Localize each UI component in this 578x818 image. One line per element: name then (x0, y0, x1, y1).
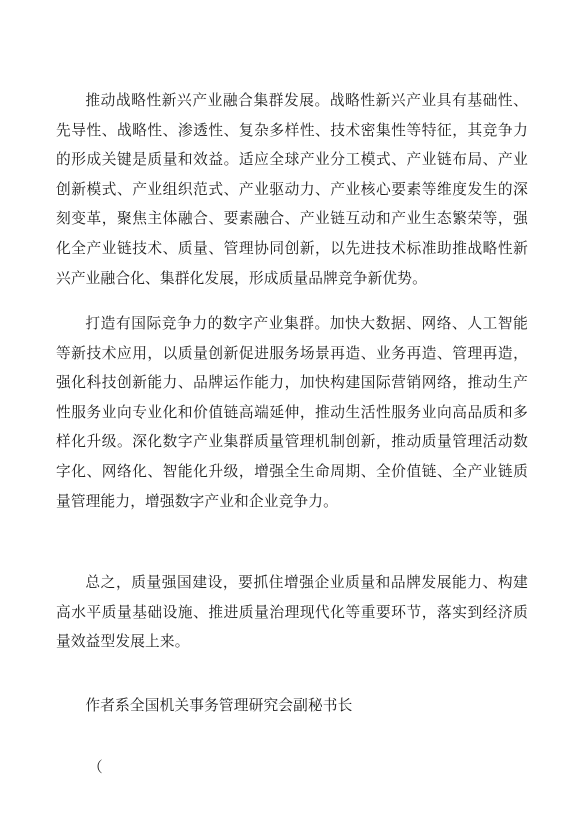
author-note: 作者系全国机关事务管理研究会副秘书长 (85, 697, 353, 714)
paragraph-digital-clusters: 打造有国际竞争力的数字产业集群。加快大数据、网络、人工智能等新技术应用，以质量创新促进服务场景再造、业务再造、管理再造，强化科技创新能力、品牌运作能力，加快构建国际营销网络，推动生产性服务业向专业化和价值链高端延伸，推动生活性服务业向高品质和多样化升级。深化数字产业集群质量管理机制创新，推动质量管理活动数字化、网络化、智能化升级，增强全生命周期、全价值链、全产业链质量管理能力，增强数字产业和企业竞争力。 (56, 315, 528, 510)
paragraph-industrial-clusters: 推动战略性新兴产业融合集群发展。战略性新兴产业具有基础性、先导性、战略性、渗透性、复杂多样性、技术密集性等特征，其竞争力的形成关键是质量和效益。适应全球产业分工模式、产业链布局、产业创新模式、产业组织范式、产业驱动力、产业核心要素等维度发生的深刻变革，聚焦主体融合、要素融合、产业链互动和产业生态繁荣等，强化全产业链技术、质量、管理协同创新，以先进技术标准助推战略性新兴产业融合化、集群化发展，形成质量品牌竞争新优势。 (56, 92, 528, 287)
paragraph-conclusion: 总之，质量强国建设，要抓住增强企业质量和品牌发展能力、构建高水平质量基础设施、推进质量治理现代化等重要环节，落实到经济质量效益型发展上来。 (56, 574, 528, 651)
trailing-parenthesis: （ (88, 759, 103, 776)
